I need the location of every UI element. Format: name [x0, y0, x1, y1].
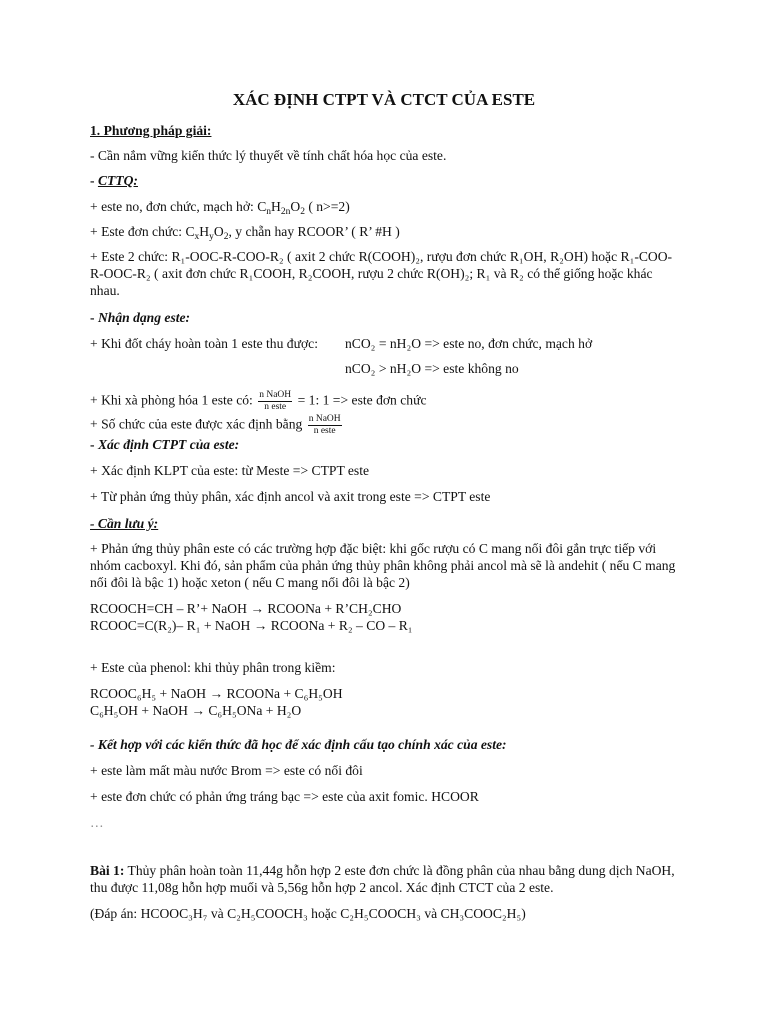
cttq-heading: CTTQ: [97, 173, 138, 188]
xac-dinh-dash: - [90, 437, 98, 452]
cttq-heading-line [90, 172, 690, 189]
equation-2: RCOOC=C(R₂)– R₁ + NaOH → RCOONa + R₂ – CO – R₁ [90, 618, 413, 633]
cttq-line2-prefix: + Este đơn chức: [90, 224, 186, 239]
equation-1: RCOOCH=CH – R’+ NaOH → RCOONa + R’CH₂CHO [90, 601, 402, 616]
can-luu-y-heading: - Cần lưu ý: [90, 516, 159, 531]
exercise-1-text: Thủy phân hoàn toàn 11,44g hỗn hợp 2 este đơn chức là đồng phân của nhau bằng dung dịch NaOH, thu được 11,08g hỗn hợp muối và 5,56g hỗn hợp 2 ancol. Xác định CTCT của 2 este. [90, 863, 675, 895]
cttq-dash: - [90, 173, 98, 188]
xac-dinh-line-1: + Xác định KLPT của este: từ Meste => CTPT este [90, 463, 370, 478]
saponify-prefix: + Khi xà phòng hóa 1 este có: [90, 392, 253, 408]
cttq-line-single-ester [90, 223, 690, 240]
cttq-line2-suffix: , y chẵn hay RCOOR’ ( R’ #H ) [228, 224, 400, 239]
formula-cxhyo2: $C_xH_yO_2$ [185, 224, 229, 242]
fraction-denominator: n este [264, 402, 287, 412]
section-heading-method: 1. Phương pháp giải: [90, 123, 212, 138]
fraction-numerator: n NaOH [259, 390, 292, 400]
burn-prefix: + Khi đốt cháy hoàn toàn 1 este thu được: [90, 336, 318, 351]
intro-line: - Cần nắm vững kiến thức lý thuyết về tính chất hóa học của este. [90, 148, 447, 163]
count-prefix: + Số chức của este được xác định bằng [90, 416, 303, 432]
count-fraction [308, 414, 342, 437]
ket-hop-heading: - Kết hợp với các kiến thức đã học để xác định cấu tạo chính xác của este: [90, 737, 507, 752]
document-title: XÁC ĐỊNH CTPT VÀ CTCT CỦA ESTE [232, 90, 536, 109]
ket-hop-line-1: + este làm mất màu nước Brom => este có nối đôi [90, 763, 363, 778]
formula-cnh2no2: $C_nH_{2n}O_2$ [257, 199, 305, 217]
can-luu-y-paragraph: + Phản ứng thủy phân este có các trường hợp đặc biệt: khi gốc rượu có C mang nối đôi gắn trực tiếp với nhóm cacboxyl. Khi đó, sản phẩm của phản ứng thủy phân không phải ancol mà sẽ là andehit ( nếu C mang nối đôi là bậc 1) hoặc xeton ( nếu C mang nối đôi là bậc 2) [90, 541, 676, 590]
cttq-line-double-ester: + Este 2 chức: R₁-OOC-R-COO-R₂ ( axit 2 chức R(COOH)₂, rượu đơn chức R₁OH, R₂OH) hoặc R₁-COO-R-OOC-R₂ ( axit đơn chức R₁COOH, R₂COOH, rượu 2 chức R(OH)₂; R₁ và R₂ có thể giống hoặc khác nhau. [90, 249, 673, 298]
exercise-1 [90, 862, 676, 896]
burn-case-1: nCO₂ = nH₂O => este no, đơn chức, mạch hở [345, 336, 593, 351]
xac-dinh-heading-line [90, 436, 690, 453]
cttq-line1-prefix: + este no, đơn chức, mạch hở: [90, 199, 258, 214]
ket-hop-line-2: + este đơn chức có phản ứng tráng bạc => este của axit fomic. HCOOR [90, 789, 479, 804]
equation-4: C₆H₅OH + NaOH → C₆H₅ONa + H₂O [90, 703, 302, 718]
phenol-line: + Este của phenol: khi thủy phân trong kiềm: [90, 660, 336, 675]
cttq-line-no-ester [90, 198, 690, 215]
count-fraction-numerator: n NaOH [308, 414, 341, 424]
functional-count-line [90, 414, 690, 437]
exercise-1-label: Bài 1: [90, 863, 125, 878]
burn-case-2: nCO₂ > nH₂O => este không no [345, 361, 519, 376]
nhan-dang-heading-line [90, 309, 690, 326]
nhan-dang-heading: Nhận dạng este: [97, 310, 191, 325]
xac-dinh-line-2: + Từ phản ứng thủy phân, xác định ancol và axit trong este => CTPT este [90, 489, 491, 504]
naoh-ester-fraction [258, 390, 292, 413]
exercise-1-answer: (Đáp án: HCOOC₃H₇ và C₂H₅COOCH₃ hoặc C₂H₅COOCH₃ và CH₃COOC₂H₅) [90, 906, 526, 921]
saponify-line [90, 390, 690, 413]
saponify-suffix: = 1: 1 => este đơn chức [297, 392, 427, 408]
count-fraction-denominator: n este [313, 426, 336, 436]
cttq-line1-suffix: ( n>=2) [304, 199, 350, 214]
nhan-dang-dash: - [90, 310, 98, 325]
equation-3: RCOOC₆H₅ + NaOH → RCOONa + C₆H₅OH [90, 686, 343, 701]
ellipsis: … [90, 815, 104, 830]
xac-dinh-heading: Xác định CTPT của este: [97, 437, 240, 452]
